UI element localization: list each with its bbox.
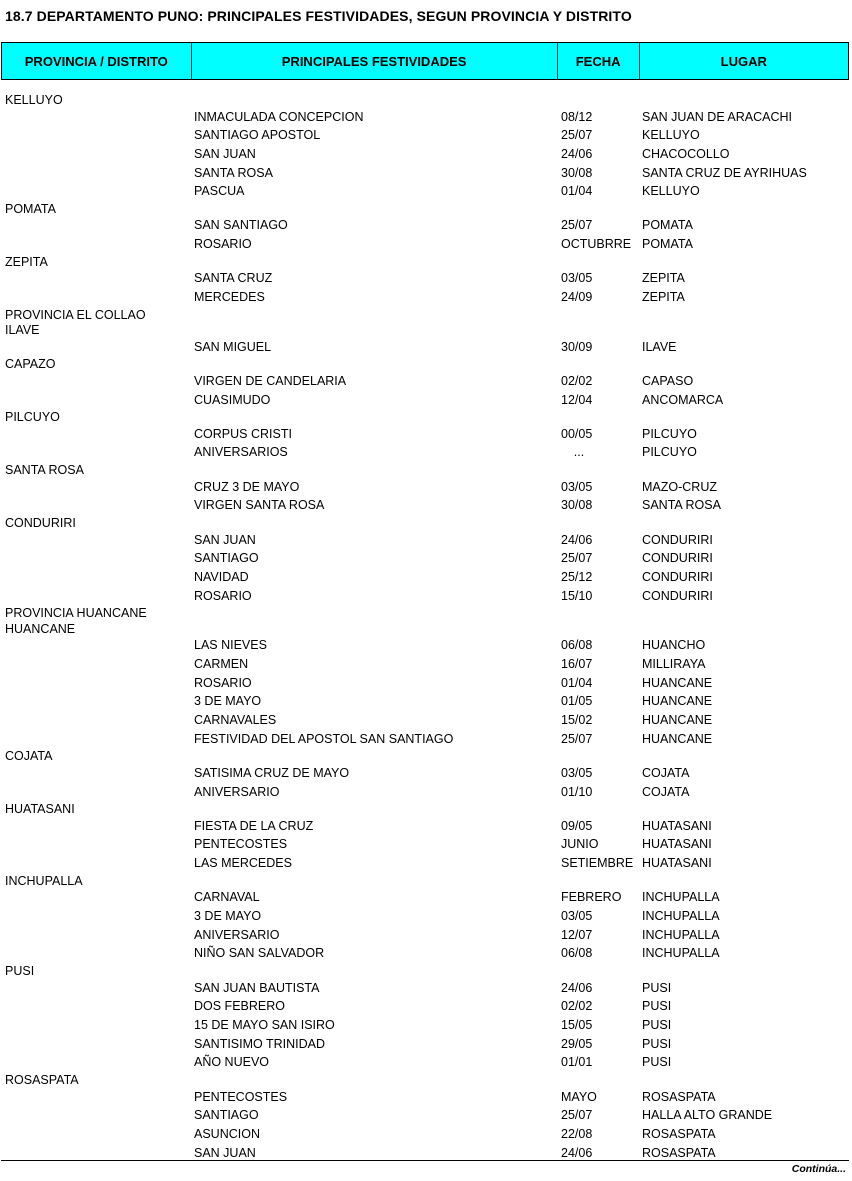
fecha-cell: OCTUBRRE <box>561 237 632 252</box>
table-row <box>0 997 852 1016</box>
festividad-cell: LAS NIEVES <box>194 638 267 653</box>
lugar-cell: CONDURIRI <box>642 532 713 547</box>
lugar-cell: KELLUYO <box>642 128 700 143</box>
lugar-cell: CONDURIRI <box>642 588 713 603</box>
group-row <box>0 254 852 270</box>
fecha-cell: 24/06 <box>561 1145 593 1160</box>
table-row <box>0 531 852 550</box>
lugar-cell: INCHUPALLA <box>642 946 720 961</box>
group-row <box>0 1072 852 1088</box>
lugar-cell: PUSI <box>642 1017 672 1032</box>
lugar-cell: ROSASPATA <box>642 1126 716 1141</box>
table-row <box>0 372 852 391</box>
table-row <box>0 108 852 127</box>
lugar-cell: PUSI <box>642 1055 672 1070</box>
district-name: CONDURIRI <box>5 516 76 530</box>
table-row <box>0 568 852 587</box>
lugar-cell: PUSI <box>642 999 672 1014</box>
lugar-cell: HUATASANI <box>642 856 712 871</box>
district-name: ROSASPATA <box>5 1073 79 1087</box>
lugar-cell: CHACOCOLLO <box>642 146 730 161</box>
fecha-cell: 25/12 <box>561 569 593 584</box>
fecha-cell: 00/05 <box>561 426 593 441</box>
table-row <box>0 636 852 655</box>
table-row <box>0 443 852 462</box>
fecha-cell: 06/08 <box>561 638 593 653</box>
fecha-cell: 08/12 <box>561 109 593 124</box>
group-row <box>0 963 852 979</box>
table-row <box>0 692 852 711</box>
table-row <box>0 126 852 145</box>
lugar-cell: CONDURIRI <box>642 551 713 566</box>
district-name: ILAVE <box>5 323 40 338</box>
table-body <box>0 92 852 1162</box>
header-provincia: PROVINCIA / DISTRITO <box>2 43 192 79</box>
table-row <box>0 216 852 235</box>
lugar-cell: INCHUPALLA <box>642 909 720 923</box>
lugar-cell: HALLA ALTO GRANDE <box>642 1108 773 1123</box>
fecha-cell: 29/05 <box>561 1036 593 1051</box>
group-row <box>0 605 852 621</box>
table-row <box>0 269 852 288</box>
festividad-cell: 3 DE MAYO <box>194 694 262 709</box>
fecha-cell: 03/05 <box>561 479 593 494</box>
festividad-cell: ROSARIO <box>194 237 252 252</box>
district-name: PROVINCIA EL COLLAO <box>5 307 146 322</box>
festividad-cell: CARNAVAL <box>194 890 260 905</box>
festividad-cell: PASCUA <box>194 184 245 199</box>
table-row <box>0 288 852 307</box>
festividad-cell: ANIVERSARIOS <box>194 445 288 460</box>
table-row <box>0 835 852 854</box>
lugar-cell: PUSI <box>642 980 672 995</box>
district-name: POMATA <box>5 201 56 216</box>
lugar-cell: MAZO-CRUZ <box>642 479 717 494</box>
festividad-cell: SANTIAGO <box>194 551 259 566</box>
fecha-cell: SETIEMBRE <box>561 856 634 871</box>
lugar-cell: POMATA <box>642 237 693 252</box>
festividad-cell: SANTISIMO TRINIDAD <box>194 1036 326 1051</box>
table-row <box>0 496 852 515</box>
lugar-cell: HUATASANI <box>642 837 712 852</box>
lugar-cell: SANTA CRUZ DE AYRIHUAS <box>642 165 807 180</box>
fecha-cell: JUNIO <box>561 837 599 852</box>
lugar-cell: CAPASO <box>642 373 694 388</box>
fecha-cell: 12/07 <box>561 927 593 942</box>
table-row <box>0 1053 852 1072</box>
table-row <box>0 478 852 497</box>
fecha-cell: ... <box>573 445 585 460</box>
fecha-cell: MAYO <box>561 1089 597 1104</box>
lugar-cell: HUANCANE <box>642 713 713 727</box>
fecha-cell: 01/10 <box>561 784 593 799</box>
festividad-cell: ASUNCION <box>194 1126 260 1141</box>
festividad-cell: PENTECOSTES <box>194 837 288 852</box>
lugar-cell: ZEPITA <box>642 290 685 304</box>
table-row <box>0 1016 852 1035</box>
group-row <box>0 748 852 764</box>
festividad-cell: DOS FEBRERO <box>194 999 285 1014</box>
lugar-cell: HUATASANI <box>642 818 712 833</box>
fecha-cell: 30/08 <box>561 498 593 513</box>
table-row <box>0 1088 852 1107</box>
festividad-cell: SANTA CRUZ <box>194 271 273 286</box>
table-row <box>0 944 852 963</box>
table-row <box>0 817 852 836</box>
festividad-cell: CRUZ 3 DE MAYO <box>194 479 300 494</box>
district-name: CAPAZO <box>5 357 56 372</box>
fecha-cell: 25/07 <box>561 551 593 566</box>
district-name: HUANCANE <box>5 621 76 636</box>
fecha-cell: 30/09 <box>561 339 593 354</box>
header-festividades: PRINCIPALES FESTIVIDADES <box>192 43 558 79</box>
table-row <box>0 655 852 674</box>
fecha-cell: 01/05 <box>561 694 593 709</box>
district-name: SANTA ROSA <box>5 463 84 478</box>
fecha-cell: 16/07 <box>561 656 593 671</box>
table-row <box>0 979 852 998</box>
lugar-cell: ROSASPATA <box>642 1145 716 1160</box>
fecha-cell: 03/05 <box>561 765 593 780</box>
group-row <box>0 92 852 108</box>
table-row <box>0 730 852 749</box>
table-row <box>0 182 852 201</box>
fecha-cell: 01/01 <box>561 1055 593 1070</box>
table-row <box>0 164 852 183</box>
festividad-cell: CARMEN <box>194 656 249 671</box>
fecha-cell: 25/07 <box>561 731 593 746</box>
group-row <box>0 307 852 323</box>
group-row <box>0 356 852 372</box>
district-name: PILCUYO <box>5 410 60 425</box>
festividad-cell: SAN JUAN BAUTISTA <box>194 980 320 995</box>
fecha-cell: 03/05 <box>561 271 593 286</box>
continua-note: Continúa... <box>791 1163 846 1175</box>
lugar-cell: INCHUPALLA <box>642 927 720 942</box>
festividad-cell: AÑO NUEVO <box>194 1055 270 1070</box>
fecha-cell: FEBRERO <box>561 890 622 905</box>
festividad-cell: VIRGEN DE CANDELARIA <box>194 373 347 388</box>
table-row <box>0 1035 852 1054</box>
lugar-cell: INCHUPALLA <box>642 890 720 905</box>
group-row <box>0 462 852 478</box>
festividad-cell: LAS MERCEDES <box>194 856 292 871</box>
group-row <box>0 409 852 425</box>
festividad-cell: FIESTA DE LA CRUZ <box>194 818 314 833</box>
table-row <box>0 854 852 873</box>
district-name: PUSI <box>5 964 35 979</box>
lugar-cell: PILCUYO <box>642 445 697 460</box>
group-row <box>0 515 852 531</box>
festividad-cell: MERCEDES <box>194 290 265 304</box>
fecha-cell: 30/08 <box>561 165 593 180</box>
group-row <box>0 322 852 338</box>
fecha-cell: 15/05 <box>561 1017 593 1032</box>
festividad-cell: CARNAVALES <box>194 713 277 727</box>
fecha-cell: 25/07 <box>561 218 593 233</box>
lugar-cell: SANTA ROSA <box>642 498 721 513</box>
district-name: KELLUYO <box>5 93 63 107</box>
table-bottom-rule <box>1 1160 849 1161</box>
table-row <box>0 764 852 783</box>
fecha-cell: 22/08 <box>561 1126 593 1141</box>
fecha-cell: 24/06 <box>561 980 593 995</box>
table-row <box>0 1125 852 1144</box>
festividad-cell: ANIVERSARIO <box>194 927 280 942</box>
lugar-cell: PUSI <box>642 1036 672 1051</box>
table-row <box>0 907 852 926</box>
festividad-cell: SAN JUAN <box>194 1145 256 1160</box>
festividad-cell: PENTECOSTES <box>194 1089 288 1104</box>
festividad-cell: SAN MIGUEL <box>194 339 272 354</box>
table-row <box>0 338 852 357</box>
fecha-cell: 15/10 <box>561 588 593 603</box>
festividad-cell: 3 DE MAYO <box>194 909 262 923</box>
lugar-cell: ANCOMARCA <box>642 392 724 407</box>
group-row <box>0 201 852 217</box>
lugar-cell: MILLIRAYA <box>642 656 706 671</box>
festividad-cell: SAN JUAN <box>194 532 256 547</box>
table-row <box>0 235 852 254</box>
fecha-cell: 09/05 <box>561 818 593 833</box>
festividad-cell: ROSARIO <box>194 675 252 690</box>
table-row <box>0 926 852 945</box>
festividad-cell: CUASIMUDO <box>194 392 271 407</box>
fecha-cell: 25/07 <box>561 128 593 143</box>
festividad-cell: SAN SANTIAGO <box>194 218 288 233</box>
lugar-cell: CONDURIRI <box>642 569 713 584</box>
festividad-cell: ANIVERSARIO <box>194 784 280 799</box>
festividad-cell: SANTIAGO APOSTOL <box>194 128 321 143</box>
group-row <box>0 801 852 817</box>
fecha-cell: 02/02 <box>561 999 593 1014</box>
lugar-cell: PILCUYO <box>642 426 697 441</box>
page-title: 18.7 DEPARTAMENTO PUNO: PRINCIPALES FESTIVIDADES, SEGUN PROVINCIA Y DISTRITO <box>5 8 632 24</box>
festividad-cell: SATISIMA CRUZ DE MAYO <box>194 765 350 780</box>
fecha-cell: 24/06 <box>561 146 593 161</box>
fecha-cell: 01/04 <box>561 184 593 199</box>
table-row <box>0 888 852 907</box>
fecha-cell: 15/02 <box>561 713 593 727</box>
fecha-cell: 12/04 <box>561 392 593 407</box>
fecha-cell: 01/04 <box>561 675 593 690</box>
district-name: INCHUPALLA <box>5 873 83 888</box>
lugar-cell: HUANCANE <box>642 675 713 690</box>
table-row <box>0 711 852 730</box>
table-row <box>0 391 852 410</box>
lugar-cell: ZEPITA <box>642 271 685 286</box>
table-row <box>0 1106 852 1125</box>
festividad-cell: NAVIDAD <box>194 569 249 584</box>
festividad-cell: SAN JUAN <box>194 146 256 161</box>
table-header <box>1 42 849 80</box>
table-row <box>0 145 852 164</box>
district-name: ZEPITA <box>5 254 48 269</box>
header-lugar: LUGAR <box>720 53 767 69</box>
fecha-cell: 24/09 <box>561 290 593 304</box>
lugar-cell: ILAVE <box>642 339 677 354</box>
header-fecha: FECHA <box>558 43 640 79</box>
table-row <box>0 587 852 606</box>
table-row <box>0 549 852 568</box>
table-row <box>0 674 852 693</box>
fecha-cell: 02/02 <box>561 373 593 388</box>
lugar-cell: HUANCHO <box>642 638 706 653</box>
lugar-cell: COJATA <box>642 784 690 799</box>
district-name: PROVINCIA HUANCANE <box>5 606 147 621</box>
district-name: HUATASANI <box>5 802 75 817</box>
fecha-cell: 06/08 <box>561 946 593 961</box>
table-row <box>0 783 852 802</box>
festividad-cell: VIRGEN SANTA ROSA <box>194 498 325 513</box>
lugar-cell: KELLUYO <box>642 184 700 199</box>
festividad-cell: CORPUS CRISTI <box>194 426 292 441</box>
festividad-cell: SANTA ROSA <box>194 165 273 180</box>
fecha-cell: 24/06 <box>561 532 593 547</box>
group-row <box>0 873 852 889</box>
lugar-cell: COJATA <box>642 765 690 780</box>
fecha-cell: 25/07 <box>561 1108 593 1123</box>
festividad-cell: ROSARIO <box>194 588 252 603</box>
festividad-cell: NIÑO SAN SALVADOR <box>194 946 325 961</box>
lugar-cell: POMATA <box>642 218 693 233</box>
festividad-cell: FESTIVIDAD DEL APOSTOL SAN SANTIAGO <box>194 731 454 746</box>
festividad-cell: INMACULADA CONCEPCION <box>194 109 364 124</box>
group-row <box>0 621 852 637</box>
fecha-cell: 03/05 <box>561 909 593 923</box>
lugar-cell: HUANCANE <box>642 694 713 709</box>
lugar-cell: ROSASPATA <box>642 1089 716 1104</box>
festividad-cell: SANTIAGO <box>194 1108 259 1123</box>
lugar-cell: HUANCANE <box>642 731 713 746</box>
festividad-cell: 15 DE MAYO SAN ISIRO <box>194 1017 335 1032</box>
table-row <box>0 425 852 444</box>
district-name: COJATA <box>5 749 53 764</box>
lugar-cell: SAN JUAN DE ARACACHI <box>642 109 793 124</box>
